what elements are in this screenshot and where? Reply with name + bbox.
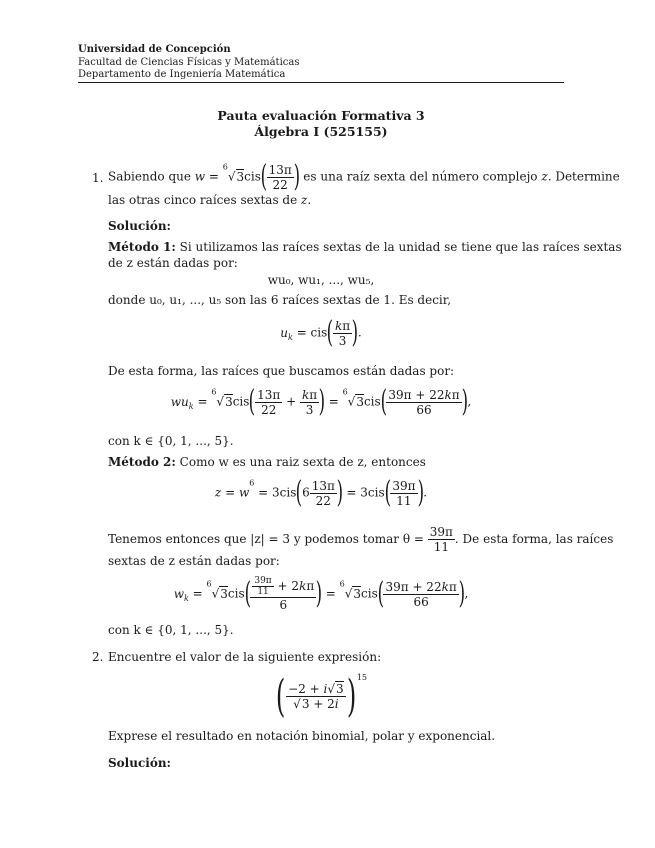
- institution-header: [78, 44, 299, 82]
- q1-before: Sabiendo que: [108, 169, 191, 184]
- tenemos-after: . De esta forma, las raíces: [454, 532, 614, 546]
- tenemos-line: Tenemos entonces que |z| = 3 y podemos tomar θ = $\frac{39\pi}{11}$ . De esta forma, las raíces: [108, 525, 614, 554]
- document-title: [78, 108, 564, 140]
- eq-uk: $u_k = cis$( $\frac{k\pi}{3}$ ).: [280, 315, 362, 350]
- tenemos-text: Tenemos entonces que |z| = 3 y podemos tomar θ =: [108, 532, 424, 546]
- de-esta-forma: De esta forma, las raíces que buscamos están dadas por:: [108, 364, 455, 378]
- q1-line2: las otras cinco raíces sextas de z.: [108, 193, 312, 207]
- sextas-line: sextas de z están dadas por:: [108, 554, 280, 568]
- university-name: Universidad de Concepción: [78, 44, 231, 55]
- q2-exponent: 15: [356, 673, 368, 682]
- q1-line2-text: las otras cinco raíces sextas de: [108, 193, 298, 207]
- metodo1-label: Método 1:: [108, 240, 176, 254]
- title-line-1: Pauta evaluación Formativa 3: [217, 108, 425, 123]
- con-k-2: con k ∈ {0, 1, ..., 5}.: [108, 623, 234, 637]
- header-rule: [78, 82, 564, 83]
- faculty-name: Facultad de Ciencias Físicas y Matemáticas: [78, 56, 300, 68]
- q2-exprese: Exprese el resultado en notación binomial, polar y exponencial.: [108, 729, 496, 743]
- eq-wuk: $wu_k = ^6√3cis$( $\frac{13\pi}{22}$ + $\frac{k\pi}{3}$ ) = $^6$√3cis( $\frac{39\pi + 22k\pi}{66}$ ),: [170, 384, 472, 419]
- q1-after2: . Determine: [547, 169, 620, 184]
- q1-solucion: Solución:: [108, 219, 171, 233]
- q1-number: 1.: [92, 171, 104, 185]
- title-line-2: Álgebra I (525155): [254, 124, 388, 139]
- metodo2-label: Método 2:: [108, 455, 176, 469]
- eq-q2: ( $\frac{-2 + i√3}{√3 + 2i}$ )$^{15}$: [275, 670, 368, 722]
- eq-wk: $w_k = ^6√3cis$( $\frac{39\pi}{11}$ + 2kπ 6 ) = $^6$√3cis( $\frac{39\pi + 22k\pi}{66}$ ),: [173, 576, 469, 612]
- donde-line: donde u₀, u₁, ..., u₅ son las 6 raíces sextas de 1. Es decir,: [108, 293, 452, 307]
- department-name: Departamento de Ingeniería Matemática: [78, 69, 286, 80]
- q2-solucion: Solución:: [108, 756, 171, 770]
- metodo2-text: Como w es una raiz sexta de z, entonces: [179, 455, 426, 469]
- q2-number: 2.: [92, 650, 104, 664]
- con-k-1: con k ∈ {0, 1, ..., 5}.: [108, 434, 234, 448]
- eq-z: $z = w^6 = 3cis(6$ $\frac{13\pi}{22}$ ) = 3cis( $\frac{39\pi}{11}$ ).: [214, 475, 428, 510]
- metodo1-line2: de z están dadas por:: [108, 256, 238, 270]
- q2-text: Encuentre el valor de la siguiente expresión:: [108, 650, 382, 664]
- q1-after: es una raíz sexta del número complejo: [303, 169, 538, 184]
- q1-statement: Sabiendo que w = $^6$√3cis( $\frac{13\pi}{22}$ ) es una raíz sexta del número complejo z. Determine: [108, 159, 620, 194]
- metodo1-text: Si utilizamos las raíces sextas de la unidad se tiene que las raíces sextas: [179, 240, 622, 254]
- metodo1-line: [108, 240, 622, 254]
- metodo2-line: [108, 455, 426, 469]
- eq-roots: wu₀, wu₁, ..., wu₅,: [267, 273, 375, 287]
